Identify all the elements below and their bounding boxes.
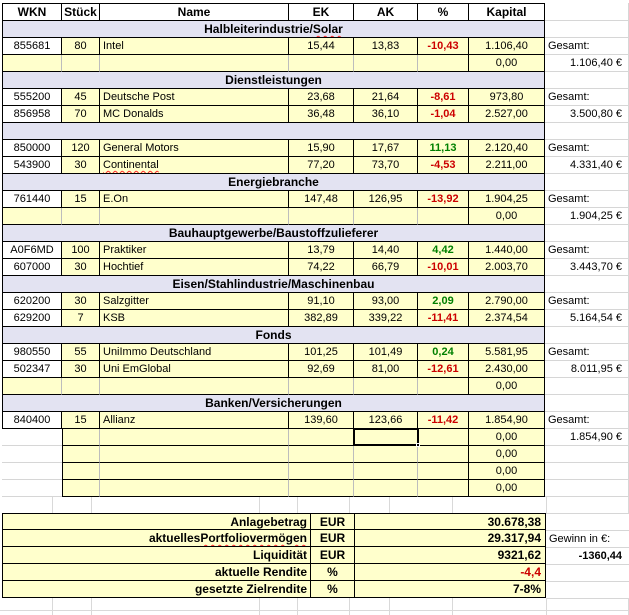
section-row xyxy=(2,123,629,140)
section-row xyxy=(2,395,629,412)
cell-stueck-empty[interactable] xyxy=(62,463,100,480)
right-spacer xyxy=(545,72,629,89)
cell-name[interactable]: UniImmo Deutschland xyxy=(100,344,289,361)
summary-value-zielrendite[interactable]: 7-8% xyxy=(355,581,546,598)
cell-kapital-zero[interactable]: 0,00 xyxy=(469,446,545,463)
cell-ak[interactable]: 17,67 xyxy=(354,140,418,157)
cell-ak-empty[interactable] xyxy=(354,55,418,72)
gesamt-label-cell[interactable]: Gesamt: xyxy=(545,89,629,106)
right-spacer xyxy=(545,276,629,293)
summary-unit[interactable]: % xyxy=(311,564,355,581)
summary-unit[interactable]: EUR xyxy=(311,530,355,547)
cell-wkn-empty[interactable] xyxy=(2,208,62,225)
cell-stueck[interactable]: 55 xyxy=(62,344,100,361)
cell-name-empty[interactable] xyxy=(100,429,289,446)
empty-row xyxy=(2,378,629,395)
gridline xyxy=(52,598,53,615)
right-spacer xyxy=(545,327,629,344)
right-spacer xyxy=(545,225,629,242)
cell-name[interactable]: Allianz xyxy=(100,412,289,429)
cell-kapital[interactable]: 973,80 xyxy=(469,89,545,106)
cell-kapital[interactable]: 5.581,95 xyxy=(469,344,545,361)
cell-kapital[interactable]: 2.430,00 xyxy=(469,361,545,378)
header-right-spacer xyxy=(545,3,629,21)
summary-row xyxy=(2,547,546,564)
cell-percent[interactable]: -10,43 xyxy=(418,38,469,55)
portfolio-table xyxy=(2,3,629,497)
cell-ek-empty[interactable] xyxy=(289,446,354,463)
cell-percent[interactable]: -11,41 xyxy=(418,310,469,327)
gridline xyxy=(349,598,350,615)
stock-row xyxy=(2,38,629,55)
cell-kapital[interactable]: 1.904,25 xyxy=(469,191,545,208)
cell-stueck[interactable]: 30 xyxy=(62,157,100,174)
cell-wkn[interactable]: 607000 xyxy=(2,259,62,276)
section-header-halbleiter[interactable] xyxy=(2,21,545,38)
cell-ek-empty[interactable] xyxy=(289,208,354,225)
cell-stueck[interactable]: 15 xyxy=(62,412,100,429)
cell-stueck-empty[interactable] xyxy=(62,55,100,72)
cell-name-empty[interactable] xyxy=(100,208,289,225)
empty-row xyxy=(2,446,629,463)
cell-wkn[interactable]: 620200 xyxy=(2,293,62,310)
cell-percent-empty[interactable] xyxy=(418,55,469,72)
summary-label-liquiditaet[interactable]: Liquidität xyxy=(2,547,311,564)
cell-stueck[interactable]: 15 xyxy=(62,191,100,208)
grid-strip xyxy=(0,598,629,615)
cell-ak[interactable]: 13,83 xyxy=(354,38,418,55)
right-spacer xyxy=(545,480,629,497)
gesamt-label-cell[interactable]: Gesamt: xyxy=(545,293,629,310)
cell-stueck[interactable]: 80 xyxy=(62,38,100,55)
summary-row xyxy=(2,564,546,581)
gridline xyxy=(259,497,260,513)
cell-stueck[interactable]: 100 xyxy=(62,242,100,259)
summary-value-portfoliovermoegen[interactable]: 29.317,94 xyxy=(355,530,546,547)
cell-wkn-empty[interactable] xyxy=(2,55,62,72)
cell-wkn-empty[interactable] xyxy=(2,446,62,463)
cell-wkn[interactable]: 629200 xyxy=(2,310,62,327)
gridline xyxy=(349,497,350,513)
cell-kapital-zero[interactable]: 0,00 xyxy=(469,208,545,225)
cell-ak-empty[interactable] xyxy=(354,446,418,463)
cell-ek-empty[interactable] xyxy=(289,463,354,480)
section-row xyxy=(2,225,629,242)
cell-ek[interactable]: 13,79 xyxy=(289,242,354,259)
cell-wkn[interactable]: 855681 xyxy=(2,38,62,55)
cell-stueck[interactable]: 45 xyxy=(62,89,100,106)
header-ek[interactable]: EK xyxy=(289,3,354,21)
cell-percent-empty[interactable] xyxy=(418,463,469,480)
section-header-energie[interactable]: Energiebranche xyxy=(2,174,545,191)
gesamt-total-cell[interactable]: 1.854,90 € xyxy=(545,429,629,446)
summary-block xyxy=(2,513,546,598)
summary-label-portfoliovermoegen[interactable] xyxy=(2,530,311,547)
empty-row xyxy=(2,480,629,497)
grid-strip xyxy=(0,497,629,513)
cell-ek[interactable]: 15,44 xyxy=(289,38,354,55)
gesamt-label-cell[interactable]: Gesamt: xyxy=(545,344,629,361)
cell-ak[interactable]: 93,00 xyxy=(354,293,418,310)
summary-row xyxy=(2,530,546,547)
section-header-eisen[interactable]: Eisen/Stahlindustrie/Maschinenbau xyxy=(2,276,545,293)
cell-percent[interactable]: -11,42 xyxy=(418,412,469,429)
section-row xyxy=(2,72,629,89)
gesamt-label-cell[interactable]: Gesamt: xyxy=(545,140,629,157)
cell-name[interactable]: General Motors xyxy=(100,140,289,157)
cell-kapital-zero[interactable]: 0,00 xyxy=(469,463,545,480)
summary-label-zielrendite[interactable]: gesetzte Zielrendite xyxy=(2,581,311,598)
stock-row xyxy=(2,412,629,429)
summary-value-anlagebetrag[interactable]: 30.678,38 xyxy=(355,513,546,530)
summary-label-text: aktuelles xyxy=(148,531,201,545)
cell-percent[interactable]: 2,09 xyxy=(418,293,469,310)
right-spacer xyxy=(545,174,629,191)
cell-stueck[interactable]: 30 xyxy=(62,361,100,378)
cell-ak[interactable]: 36,10 xyxy=(354,106,418,123)
stock-row xyxy=(2,361,629,378)
cell-ek-empty[interactable] xyxy=(289,378,354,395)
cell-kapital[interactable]: 1.440,00 xyxy=(469,242,545,259)
gewinn-value[interactable]: -1360,44 xyxy=(546,548,629,565)
right-spacer xyxy=(545,378,629,395)
cell-percent[interactable]: -4,53 xyxy=(418,157,469,174)
gesamt-total-cell[interactable]: 4.331,40 € xyxy=(545,157,629,174)
cell-name[interactable]: E.On xyxy=(100,191,289,208)
section-title: Halbleiterindustrie/ xyxy=(204,22,313,36)
cell-name-empty[interactable] xyxy=(100,446,289,463)
cell-stueck-empty[interactable] xyxy=(62,446,100,463)
summary-label-anlagebetrag[interactable]: Anlagebetrag xyxy=(2,513,311,530)
cell-kapital[interactable]: 2.003,70 xyxy=(469,259,545,276)
gridline xyxy=(297,497,298,513)
section-header-fonds[interactable]: Fonds xyxy=(2,327,545,344)
cell-name-empty[interactable] xyxy=(100,480,289,497)
cell-ak[interactable]: 66,79 xyxy=(354,259,418,276)
cell-kapital-zero[interactable]: 0,00 xyxy=(469,378,545,395)
header-name[interactable]: Name xyxy=(100,3,289,21)
cell-kapital[interactable]: 2.120,40 xyxy=(469,140,545,157)
cell-percent[interactable]: 11,13 xyxy=(418,140,469,157)
summary-label-aktuelle-rendite[interactable]: aktuelle Rendite xyxy=(2,564,311,581)
cell-name[interactable]: KSB xyxy=(100,310,289,327)
cell-ak-empty[interactable] xyxy=(354,378,418,395)
header-wkn[interactable]: WKN xyxy=(2,3,62,21)
gridline xyxy=(389,497,390,513)
empty-row xyxy=(2,429,629,446)
cell-percent[interactable]: -8,61 xyxy=(418,89,469,106)
cell-ek-empty[interactable] xyxy=(289,429,354,446)
cell-stueck[interactable]: 70 xyxy=(62,106,100,123)
cell-stueck-empty[interactable] xyxy=(62,208,100,225)
right-spacer xyxy=(545,395,629,412)
stock-row xyxy=(2,157,629,174)
cell-name[interactable]: Hochtief xyxy=(100,259,289,276)
gridline xyxy=(297,598,298,615)
cell-name[interactable] xyxy=(100,157,289,174)
cell-ak[interactable]: 123,66 xyxy=(354,412,418,429)
cell-name[interactable]: Uni EmGlobal xyxy=(100,361,289,378)
cell-ek[interactable]: 91,10 xyxy=(289,293,354,310)
gridline xyxy=(52,497,53,513)
stock-row xyxy=(2,89,629,106)
cell-ak[interactable]: 81,00 xyxy=(354,361,418,378)
empty-row xyxy=(2,208,629,225)
section-header-dienstleistungen[interactable]: Dienstleistungen xyxy=(2,72,545,89)
summary-row xyxy=(2,581,546,598)
gridline xyxy=(91,598,92,615)
cell-name-empty[interactable] xyxy=(100,378,289,395)
gridline xyxy=(452,598,453,615)
gesamt-label-cell[interactable]: Gesamt: xyxy=(545,38,629,55)
cell-name[interactable]: MC Donalds xyxy=(100,106,289,123)
cell-ek[interactable]: 101,25 xyxy=(289,344,354,361)
gridline xyxy=(259,598,260,615)
cell-percent[interactable]: -13,92 xyxy=(418,191,469,208)
gesamt-total-cell[interactable]: 3.500,80 € xyxy=(545,106,629,123)
cell-kapital[interactable]: 2.527,00 xyxy=(469,106,545,123)
summary-value-liquiditaet[interactable]: 9321,62 xyxy=(355,547,546,564)
cell-ek[interactable]: 15,90 xyxy=(289,140,354,157)
cell-wkn-empty[interactable] xyxy=(2,378,62,395)
section-title-misspelled: Solar xyxy=(312,22,343,36)
cell-name[interactable]: Salzgitter xyxy=(100,293,289,310)
cell-ak[interactable]: 73,70 xyxy=(354,157,418,174)
gesamt-total-cell[interactable]: 1.106,40 € xyxy=(545,55,629,72)
cell-kapital[interactable]: 1.854,90 xyxy=(469,412,545,429)
stock-row xyxy=(2,140,629,157)
right-spacer xyxy=(545,21,629,38)
cell-wkn-empty[interactable] xyxy=(2,429,62,446)
cell-stueck-empty[interactable] xyxy=(62,378,100,395)
right-spacer xyxy=(545,123,629,140)
section-row xyxy=(2,276,629,293)
cell-stueck[interactable]: 7 xyxy=(62,310,100,327)
gridline xyxy=(0,610,629,611)
gesamt-label-cell[interactable]: Gesamt: xyxy=(545,412,629,429)
section-row xyxy=(2,21,629,38)
empty-row xyxy=(2,463,629,480)
cell-name[interactable]: Praktiker xyxy=(100,242,289,259)
cell-wkn[interactable]: 543900 xyxy=(2,157,62,174)
header-stueck[interactable]: Stück xyxy=(62,3,100,21)
summary-label-misspelled: Portfoliovermögen xyxy=(200,531,307,545)
gridline xyxy=(546,497,547,513)
cell-kapital[interactable]: 2.374,54 xyxy=(469,310,545,327)
cell-name-empty[interactable] xyxy=(100,463,289,480)
section-header-banken[interactable]: Banken/Versicherungen xyxy=(2,395,545,412)
empty-row xyxy=(2,55,629,72)
section-row xyxy=(2,327,629,344)
right-spacer xyxy=(545,463,629,480)
cell-percent-empty[interactable] xyxy=(418,429,469,446)
stock-row xyxy=(2,259,629,276)
section-header-blank[interactable] xyxy=(2,123,545,140)
cell-kapital-zero[interactable]: 0,00 xyxy=(469,55,545,72)
cell-name-empty[interactable] xyxy=(100,55,289,72)
section-row xyxy=(2,174,629,191)
gridline xyxy=(546,598,547,615)
cell-kapital[interactable]: 1.106,40 xyxy=(469,38,545,55)
gesamt-total-cell[interactable]: 3.443,70 € xyxy=(545,259,629,276)
cell-wkn[interactable]: 856958 xyxy=(2,106,62,123)
annotation-empty xyxy=(546,582,629,599)
stock-row xyxy=(2,191,629,208)
cell-ak-empty[interactable] xyxy=(354,208,418,225)
cell-name[interactable]: Deutsche Post xyxy=(100,89,289,106)
gesamt-label-cell[interactable]: Gesamt: xyxy=(545,191,629,208)
section-header-bau[interactable]: Bauhauptgewerbe/Baustoffzulieferer xyxy=(2,225,545,242)
cell-percent-empty[interactable] xyxy=(418,446,469,463)
cell-wkn[interactable]: 840400 xyxy=(2,412,62,429)
header-percent[interactable]: % xyxy=(418,3,469,21)
stock-row xyxy=(2,344,629,361)
header-ak[interactable]: AK xyxy=(354,3,418,21)
cell-ak[interactable]: 339,22 xyxy=(354,310,418,327)
cell-percent[interactable]: -10,01 xyxy=(418,259,469,276)
stock-row xyxy=(2,242,629,259)
gesamt-total-cell[interactable]: 5.164,54 € xyxy=(545,310,629,327)
cell-wkn[interactable]: 555200 xyxy=(2,89,62,106)
cell-ek[interactable]: 23,68 xyxy=(289,89,354,106)
fill-handle[interactable] xyxy=(416,443,420,447)
cell-percent-empty[interactable] xyxy=(418,378,469,395)
summary-unit[interactable]: % xyxy=(311,581,355,598)
gridline xyxy=(452,497,453,513)
cell-ek[interactable]: 139,60 xyxy=(289,412,354,429)
cell-ek[interactable]: 77,20 xyxy=(289,157,354,174)
cell-percent[interactable]: 0,24 xyxy=(418,344,469,361)
cell-ek[interactable]: 382,89 xyxy=(289,310,354,327)
cell-ak[interactable]: 14,40 xyxy=(354,242,418,259)
cell-percent-empty[interactable] xyxy=(418,480,469,497)
cell-wkn[interactable]: 761440 xyxy=(2,191,62,208)
cell-stueck[interactable]: 120 xyxy=(62,140,100,157)
header-kapital[interactable]: Kapital xyxy=(469,3,545,21)
cell-wkn-empty[interactable] xyxy=(2,463,62,480)
cell-wkn[interactable]: A0F6MD xyxy=(2,242,62,259)
gewinn-label[interactable]: Gewinn in €: xyxy=(546,531,629,548)
cell-kapital[interactable]: 2.211,00 xyxy=(469,157,545,174)
cell-percent[interactable]: -12,61 xyxy=(418,361,469,378)
cell-ak-empty[interactable] xyxy=(354,480,418,497)
annotation-empty xyxy=(546,514,629,531)
cell-ek[interactable]: 147,48 xyxy=(289,191,354,208)
cell-name[interactable]: Intel xyxy=(100,38,289,55)
stock-name-misspelled: Continental xyxy=(103,159,159,171)
cell-wkn[interactable]: 502347 xyxy=(2,361,62,378)
table-header-row xyxy=(2,3,629,21)
gesamt-label-cell[interactable]: Gesamt: xyxy=(545,242,629,259)
stock-row xyxy=(2,106,629,123)
cell-ak[interactable]: 126,95 xyxy=(354,191,418,208)
cell-wkn[interactable]: 850000 xyxy=(2,140,62,157)
cell-ek[interactable]: 36,48 xyxy=(289,106,354,123)
stock-row xyxy=(2,310,629,327)
summary-annotations xyxy=(546,513,629,599)
cell-kapital-zero[interactable]: 0,00 xyxy=(469,480,545,497)
right-spacer xyxy=(545,446,629,463)
cell-ek-empty[interactable] xyxy=(289,55,354,72)
cell-ek-empty[interactable] xyxy=(289,480,354,497)
cell-kapital[interactable]: 2.790,00 xyxy=(469,293,545,310)
cell-percent[interactable]: -1,04 xyxy=(418,106,469,123)
cell-percent-empty[interactable] xyxy=(418,208,469,225)
annotation-empty xyxy=(546,565,629,582)
cell-ek[interactable]: 74,22 xyxy=(289,259,354,276)
gesamt-total-cell[interactable]: 8.011,95 € xyxy=(545,361,629,378)
summary-unit[interactable]: EUR xyxy=(311,547,355,564)
summary-value-aktuelle-rendite[interactable]: -4,4 xyxy=(355,564,546,581)
selected-cell[interactable] xyxy=(353,428,419,446)
cell-stueck-empty[interactable] xyxy=(62,480,100,497)
cell-ek[interactable]: 92,69 xyxy=(289,361,354,378)
summary-unit[interactable]: EUR xyxy=(311,513,355,530)
cell-wkn-empty[interactable] xyxy=(2,480,62,497)
stock-row xyxy=(2,293,629,310)
gridline xyxy=(91,497,92,513)
cell-stueck[interactable]: 30 xyxy=(62,259,100,276)
cell-stueck-empty[interactable] xyxy=(62,429,100,446)
cell-kapital-zero[interactable]: 0,00 xyxy=(469,429,545,446)
cell-stueck[interactable]: 30 xyxy=(62,293,100,310)
gridline xyxy=(389,598,390,615)
cell-ak-empty[interactable] xyxy=(354,463,418,480)
cell-ak[interactable]: 101,49 xyxy=(354,344,418,361)
cell-wkn[interactable]: 980550 xyxy=(2,344,62,361)
cell-ak[interactable]: 21,64 xyxy=(354,89,418,106)
gesamt-total-cell[interactable]: 1.904,25 € xyxy=(545,208,629,225)
cell-percent[interactable]: 4,42 xyxy=(418,242,469,259)
summary-row xyxy=(2,513,546,530)
